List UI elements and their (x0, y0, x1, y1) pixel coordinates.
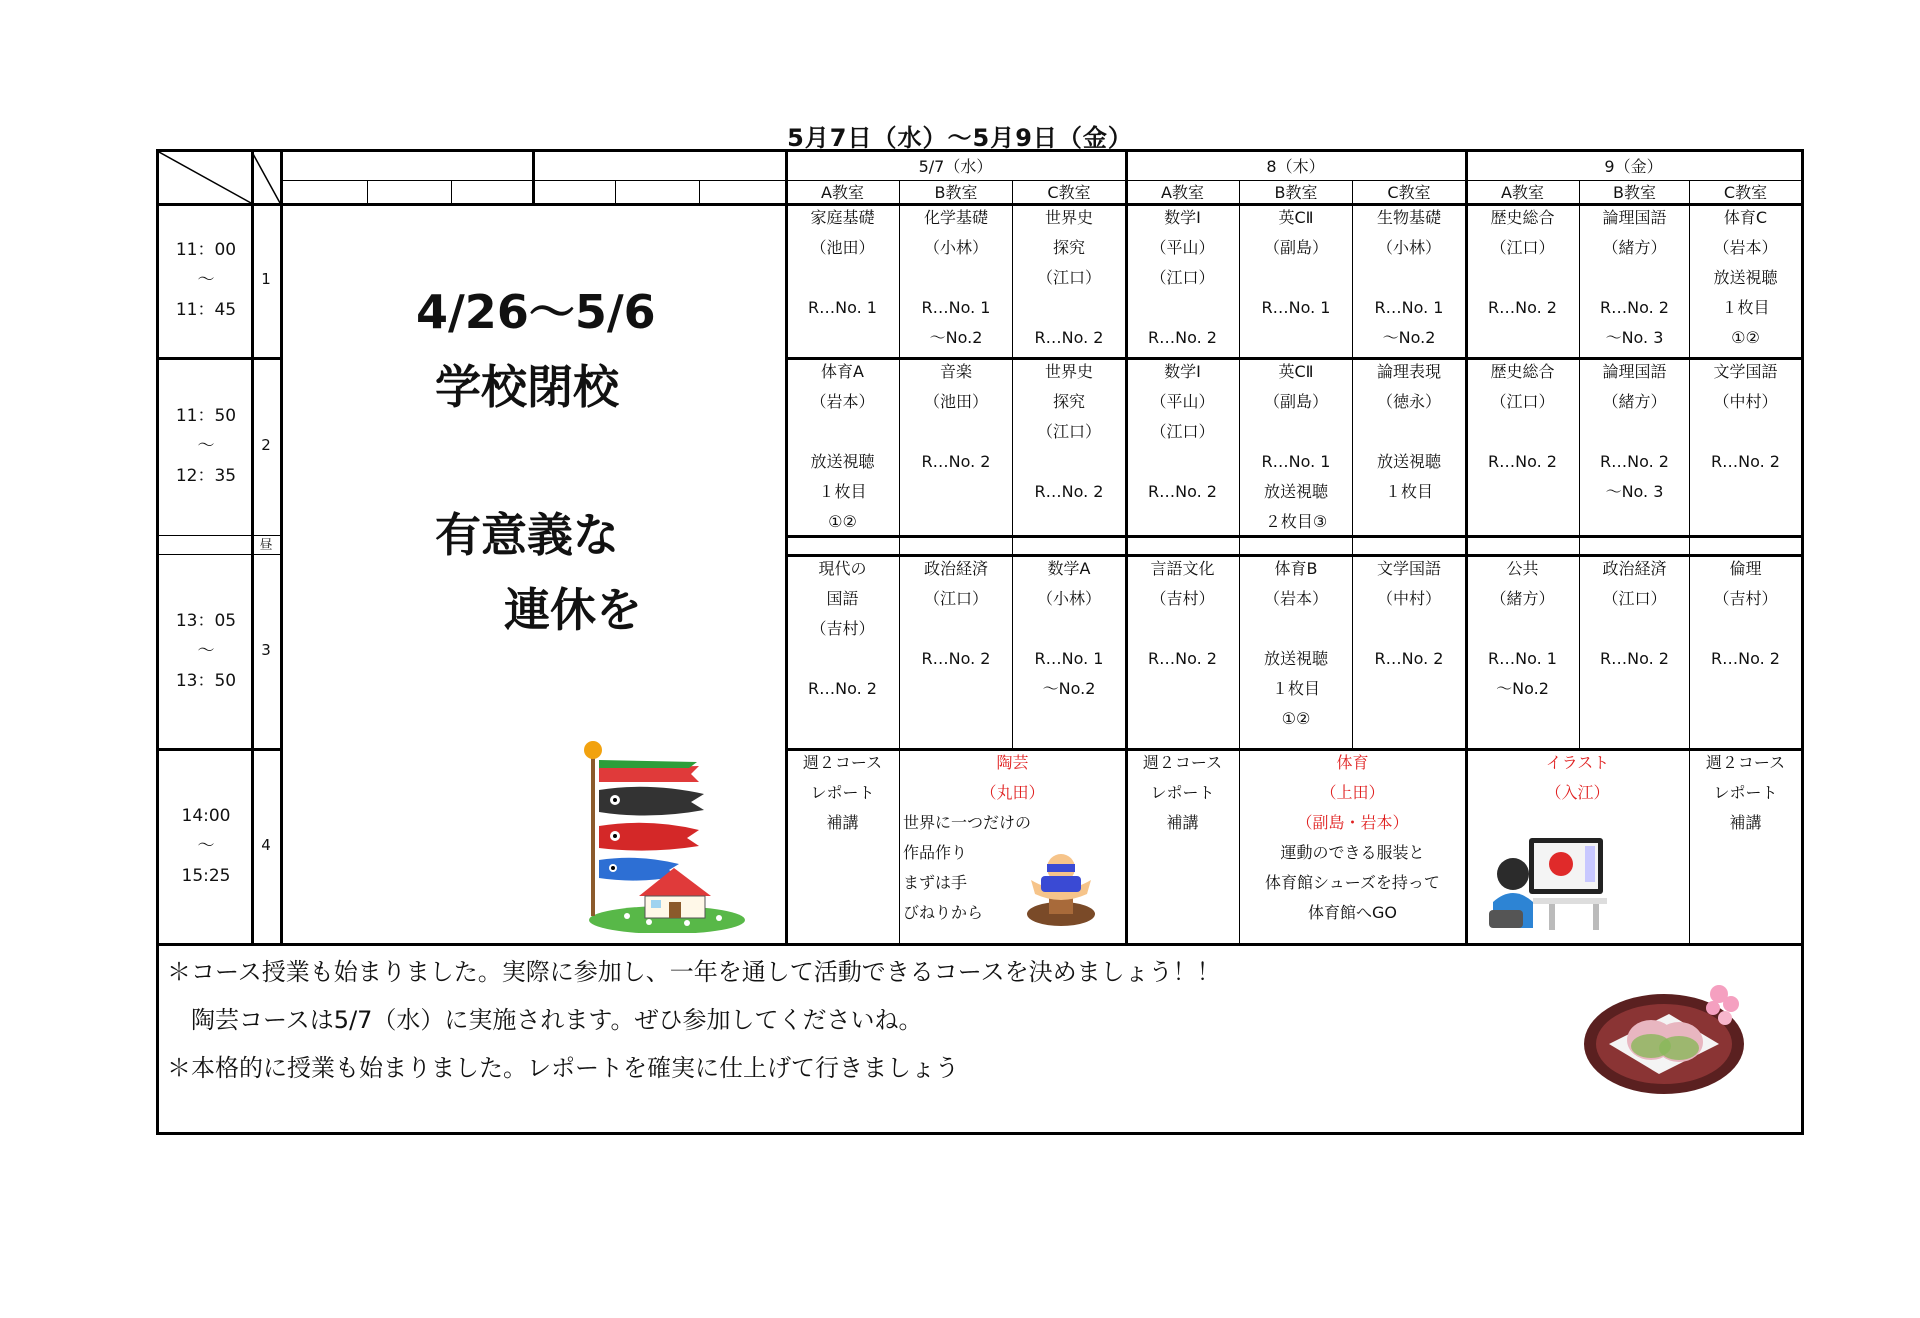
class-cell (1353, 554, 1465, 704)
class-cell (1240, 203, 1352, 353)
class-cell-line (1126, 507, 1239, 537)
class-cell-line (900, 507, 1012, 537)
class-cell (1580, 203, 1689, 353)
class-cell (1126, 357, 1239, 537)
class-cell-line: （吉村） (810, 619, 875, 638)
class-cell (1240, 554, 1352, 734)
class-cell-line: （吉村） (1713, 589, 1778, 608)
class-cell-line (1126, 614, 1239, 644)
closure-dates: 4/26～5/6 (416, 285, 656, 339)
class-cell-line: （江口） (923, 589, 988, 608)
class-cell-line: 世界史 (1044, 208, 1093, 227)
class-cell-line: 家庭基礎 (810, 208, 875, 227)
class-cell-line: 生物基礎 (1376, 208, 1441, 227)
sakura-mochi-illustration (1579, 974, 1759, 1104)
class-cell-line (1466, 263, 1579, 293)
class-cell-line (1013, 293, 1125, 323)
class-cell-line: 放送視聴 (810, 452, 875, 471)
class-cell-line: 論理国語 (1602, 208, 1667, 227)
class-cell-line: （江口） (1150, 268, 1215, 287)
class-cell-line (1240, 323, 1352, 353)
class-cell-line: １枚目 (818, 482, 867, 501)
room-header: A教室 (821, 183, 864, 202)
class-cell-line (1353, 614, 1465, 644)
class-cell (1353, 357, 1465, 537)
timetable-grid (156, 149, 1804, 1135)
class-cell-line: ～No.2 (1042, 679, 1096, 698)
class-cell-line: 数学Ⅰ (1164, 208, 1201, 227)
class-cell-line (900, 614, 1012, 644)
class-cell-line: （岩本） (1263, 589, 1328, 608)
class-cell-line (1240, 263, 1352, 293)
class-cell (1353, 203, 1465, 353)
class-cell-line: （緒方） (1490, 589, 1555, 608)
period-3-time: 13：05 ～ 13：50 (175, 611, 237, 691)
class-cell (1466, 357, 1579, 537)
class-cell-line: （平山） (1150, 392, 1215, 411)
class-cell-line: （江口） (1602, 589, 1667, 608)
class-cell-line: 体育C (1723, 208, 1768, 227)
weekly-course-thu: 週２コース レポート 補講 (1142, 753, 1223, 832)
class-cell (1466, 203, 1579, 353)
class-cell-line: 世界史 (1044, 362, 1093, 381)
class-cell (1126, 554, 1239, 704)
class-cell-line: 音楽 (939, 362, 972, 381)
class-cell (786, 554, 899, 704)
class-cell-line: ～No.2 (1496, 679, 1549, 698)
class-cell-line (786, 644, 899, 674)
class-cell-line: R…No. 1 (1374, 298, 1444, 317)
class-cell-line: R…No. 1 (1034, 649, 1104, 668)
period-number: 2 (261, 436, 271, 454)
period-number-lunch: 昼 (259, 538, 273, 553)
period-4-time: 14:00 ～ 15:25 (181, 806, 231, 886)
class-cell-line: 数学Ⅰ (1164, 362, 1201, 381)
class-cell-line: 歴史総合 (1490, 362, 1555, 381)
class-cell-line: （池田） (810, 238, 875, 257)
class-cell-line (1013, 447, 1125, 477)
class-cell-line (1580, 263, 1689, 293)
weekly-course-fri: 週２コース レポート 補講 (1705, 753, 1786, 832)
class-cell-line: （江口） (1150, 422, 1215, 441)
class-cell-line: （江口） (1036, 268, 1101, 287)
class-cell-line: 数学A (1047, 559, 1091, 578)
class-cell-line: （小林） (923, 238, 988, 257)
class-cell-line: 国語 (826, 589, 859, 608)
class-cell-line: ①② (1281, 709, 1311, 728)
class-cell (1580, 554, 1689, 704)
class-cell-line: 放送視聴 (1263, 482, 1328, 501)
class-cell-line (1580, 614, 1689, 644)
class-cell-line: （岩本） (1713, 238, 1778, 257)
class-cell-line (786, 263, 899, 293)
class-cell-line (1690, 674, 1801, 704)
class-cell (1240, 357, 1352, 537)
period-number: 1 (261, 270, 271, 288)
note-line-2: 陶芸コースは5/7（水）に実施されます。ぜひ参加してくださいね。 (167, 1006, 923, 1034)
class-cell (1013, 357, 1125, 537)
class-cell-line: R…No. 2 (1600, 649, 1669, 668)
corner-diagonal (159, 152, 281, 204)
class-cell (786, 357, 899, 537)
note-line-1: ＊コース授業も始まりました。実際に参加し、一年を通して活動できるコースを決めましょう！！ (167, 958, 1221, 986)
class-cell-line (1353, 263, 1465, 293)
class-cell (900, 554, 1012, 704)
room-header: B教室 (1613, 183, 1656, 202)
class-cell-line (1690, 614, 1801, 644)
class-cell-line: １枚目 (1271, 679, 1320, 698)
class-cell-line: R…No. 2 (921, 452, 991, 471)
day-header-wed: 5/7（水） (918, 157, 993, 176)
class-cell-line (900, 477, 1012, 507)
class-cell-line: （江口） (1490, 238, 1555, 257)
class-cell-line (1690, 417, 1801, 447)
pottery-course: 陶芸 （丸田） (980, 753, 1045, 802)
class-cell-line: ～No.2 (929, 328, 983, 347)
class-cell-line: 文学国語 (1713, 362, 1778, 381)
class-cell-line: R…No. 2 (1148, 649, 1217, 668)
class-cell-line: ～No. 3 (1605, 482, 1664, 501)
class-cell-line (1353, 674, 1465, 704)
class-cell-line: 政治経済 (1602, 559, 1667, 578)
class-cell-line (1466, 507, 1579, 537)
class-cell-line: ～No. 3 (1605, 328, 1664, 347)
class-cell-line: （中村） (1713, 392, 1778, 411)
class-cell-line: ～No.2 (1382, 328, 1436, 347)
room-header: C教室 (1723, 183, 1768, 202)
digital-illustrator-illustration (1489, 832, 1609, 932)
class-cell-line (1240, 417, 1352, 447)
period-number: 3 (261, 641, 271, 659)
class-cell-line: （副島） (1263, 238, 1328, 257)
class-cell (1690, 203, 1801, 353)
class-cell-line: （小林） (1036, 589, 1101, 608)
class-cell-line: 放送視聴 (1713, 268, 1778, 287)
class-cell-line: （徳永） (1376, 392, 1441, 411)
class-cell-line (1580, 674, 1689, 704)
class-cell-line: 体育B (1274, 559, 1318, 578)
pottery-description: 世界に一つだけの 作品作り まずは手 びねりから (903, 813, 1032, 922)
pe-course: 体育 （上田） （副島・岩本） 運動のできる服装と 体育館シューズを持って 体育館へGO (1265, 753, 1440, 922)
class-cell-line: R…No. 2 (1034, 328, 1104, 347)
class-cell-line: 英CⅡ (1278, 208, 1314, 227)
class-cell-line: R…No. 2 (1488, 298, 1557, 317)
class-cell-line (1466, 323, 1579, 353)
class-cell-line: １枚目 (1721, 298, 1770, 317)
class-cell-line: （岩本） (810, 392, 875, 411)
class-cell (1690, 554, 1801, 704)
class-cell-line: R…No. 2 (1600, 298, 1669, 317)
class-cell-line: 政治経済 (923, 559, 988, 578)
class-cell-line: 放送視聴 (1263, 649, 1328, 668)
closure-label: 学校閉校 (435, 360, 619, 414)
class-cell-line (1126, 293, 1239, 323)
weekly-course-wed: 週２コース レポート 補講 (802, 753, 883, 832)
class-cell-line: 英CⅡ (1278, 362, 1314, 381)
class-cell-line (1466, 477, 1579, 507)
class-cell-line: （緒方） (1602, 238, 1667, 257)
class-cell-line: （池田） (923, 392, 988, 411)
class-cell-line: 探究 (1052, 238, 1085, 257)
class-cell-line: （緒方） (1602, 392, 1667, 411)
class-cell-line (1580, 507, 1689, 537)
class-cell-line: 論理表現 (1376, 362, 1441, 381)
period-1-time: 11：00 ～ 11：45 (175, 240, 237, 320)
class-cell-line (900, 674, 1012, 704)
class-cell-line (786, 417, 899, 447)
pottery-wheel-illustration (1021, 850, 1101, 930)
period-number: 4 (261, 836, 271, 854)
room-header: C教室 (1387, 183, 1431, 202)
class-cell-line (1013, 507, 1125, 537)
class-cell-line (1580, 417, 1689, 447)
class-cell (900, 203, 1012, 353)
class-cell-line: （副島） (1263, 392, 1328, 411)
class-cell (1013, 554, 1125, 704)
class-cell-line (1466, 614, 1579, 644)
class-cell-line: 放送視聴 (1376, 452, 1441, 471)
period-2-time: 11：50 ～ 12：35 (175, 406, 237, 486)
class-cell (1580, 357, 1689, 537)
class-cell-line: R…No. 1 (1261, 298, 1331, 317)
class-cell-line: R…No. 1 (1488, 649, 1557, 668)
class-cell-line: R…No. 1 (1261, 452, 1331, 471)
class-cell-line: R…No. 2 (1148, 482, 1217, 501)
note-line-3: ＊本格的に授業も始まりました。レポートを確実に仕上げて行きましょう (167, 1054, 959, 1082)
closure-message-2: 連休を (504, 583, 642, 637)
illustration-course: イラスト （入江） (1545, 753, 1610, 802)
class-cell-line: 体育A (821, 362, 864, 381)
day-header-thu: 8（木） (1266, 157, 1325, 176)
class-cell-line: R…No. 1 (808, 298, 877, 317)
room-header: B教室 (934, 183, 978, 202)
closure-message-1: 有意義な (435, 508, 619, 562)
room-header: A教室 (1161, 183, 1204, 202)
class-cell-line (1466, 417, 1579, 447)
class-cell-line (1126, 674, 1239, 704)
class-cell-line: R…No. 2 (1711, 649, 1780, 668)
class-cell-line: （江口） (1036, 422, 1101, 441)
class-cell (1466, 554, 1579, 704)
class-cell-line: R…No. 2 (1148, 328, 1217, 347)
class-cell-line: 探究 (1052, 392, 1085, 411)
class-cell-line (900, 417, 1012, 447)
class-cell-line: R…No. 2 (808, 679, 877, 698)
class-cell-line: 文学国語 (1376, 559, 1441, 578)
class-cell (900, 357, 1012, 537)
class-cell (1126, 203, 1239, 353)
day-header-fri: 9（金） (1604, 157, 1663, 176)
class-cell-line: （平山） (1150, 238, 1215, 257)
class-cell-line (1690, 477, 1801, 507)
class-cell-line: R…No. 2 (1600, 452, 1669, 471)
class-cell-line: 歴史総合 (1490, 208, 1555, 227)
class-cell-line (900, 263, 1012, 293)
class-cell-line: （江口） (1490, 392, 1555, 411)
room-header: C教室 (1047, 183, 1091, 202)
class-cell-line (1353, 507, 1465, 537)
class-cell (1690, 357, 1801, 537)
koinobori-house-illustration (579, 738, 749, 933)
class-cell-line: ①② (1731, 328, 1760, 347)
class-cell-line: １枚目 (1384, 482, 1433, 501)
class-cell-line: （小林） (1376, 238, 1441, 257)
class-cell-line: R…No. 1 (921, 298, 991, 317)
class-cell-line (1353, 417, 1465, 447)
class-cell-line (1126, 447, 1239, 477)
class-cell-line: R…No. 2 (1488, 452, 1557, 471)
class-cell-line (1240, 614, 1352, 644)
class-cell-line: 公共 (1506, 559, 1539, 578)
class-cell-line: 化学基礎 (923, 208, 988, 227)
class-cell-line: 論理国語 (1602, 362, 1667, 381)
class-cell-line: ①② (828, 512, 857, 531)
class-cell-line: R…No. 2 (921, 649, 991, 668)
room-header: B教室 (1274, 183, 1318, 202)
page-title: 5月7日（水）～5月9日（金） (787, 124, 1133, 152)
class-cell-line: ２枚目③ (1264, 512, 1328, 531)
class-cell-line: （中村） (1376, 589, 1441, 608)
class-cell-line: 言語文化 (1150, 559, 1215, 578)
class-cell-line: （吉村） (1150, 589, 1215, 608)
class-cell-line (1690, 507, 1801, 537)
class-cell-line: R…No. 2 (1034, 482, 1104, 501)
class-cell-line: 現代の (818, 559, 867, 578)
class-cell (786, 203, 899, 353)
class-cell-line (786, 323, 899, 353)
class-cell-line (1013, 614, 1125, 644)
class-cell-line: R…No. 2 (1374, 649, 1444, 668)
class-cell-line: 倫理 (1729, 559, 1762, 578)
class-cell-line: R…No. 2 (1711, 452, 1780, 471)
room-header: A教室 (1501, 183, 1544, 202)
class-cell (1013, 203, 1125, 353)
